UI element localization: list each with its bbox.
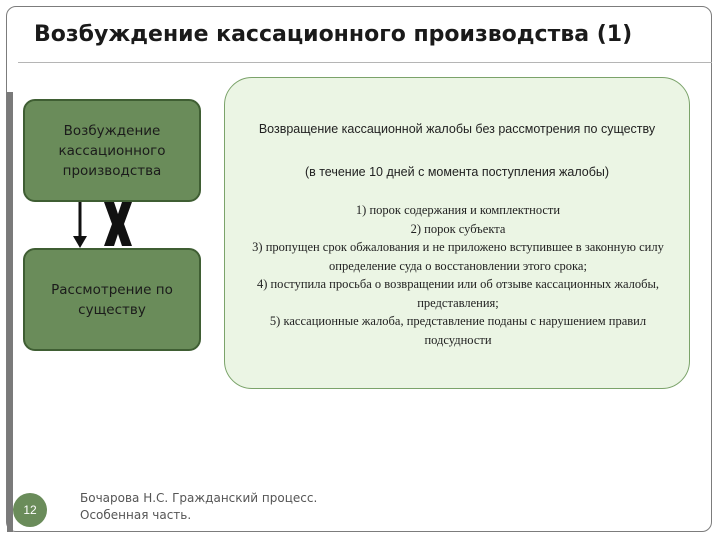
return-grounds-box [224, 77, 690, 389]
node-initiation [23, 99, 201, 202]
blocked-flow-icon [104, 202, 132, 246]
slide-title: Возбуждение кассационного производства (1) [34, 22, 633, 47]
return-deadline-note: (в течение 10 дней с момента поступления жалобы) [304, 165, 610, 179]
footer-line: Особенная часть. [80, 508, 192, 522]
list-item: 3) пропущен срок обжалования и не приложено вступившее в законную силу определение суда о восстановлении этого срока; [252, 240, 664, 273]
page-number-badge [13, 493, 47, 527]
footer-citation [80, 490, 340, 524]
page-number: 12 [23, 503, 37, 517]
list-item: 5) кассационные жалоба, представление поданы с нарушением правил подсудности [269, 314, 647, 347]
list-item: 2) порок субъекта [410, 221, 506, 236]
return-grounds-list [249, 201, 667, 349]
title-divider [18, 62, 712, 63]
flow-arrows [66, 200, 136, 250]
node-merits-review [23, 248, 201, 351]
return-grounds-heading: Возвращение кассационной жалобы без рассмотрения по существу [258, 122, 656, 136]
list-item: 4) поступила просьба о возвращении или об отзыве кассационных жалобы, представления; [256, 277, 660, 310]
node-initiation-label: Возбуждение кассационного производства [58, 122, 166, 179]
node-merits-review-label: Рассмотрение по существу [51, 281, 173, 318]
footer-line: Бочарова Н.С. Гражданский процесс. [80, 491, 318, 505]
down-arrow-icon [73, 202, 87, 248]
left-accent-bar [7, 92, 13, 532]
list-item: 1) порок содержания и комплектности [355, 203, 561, 217]
